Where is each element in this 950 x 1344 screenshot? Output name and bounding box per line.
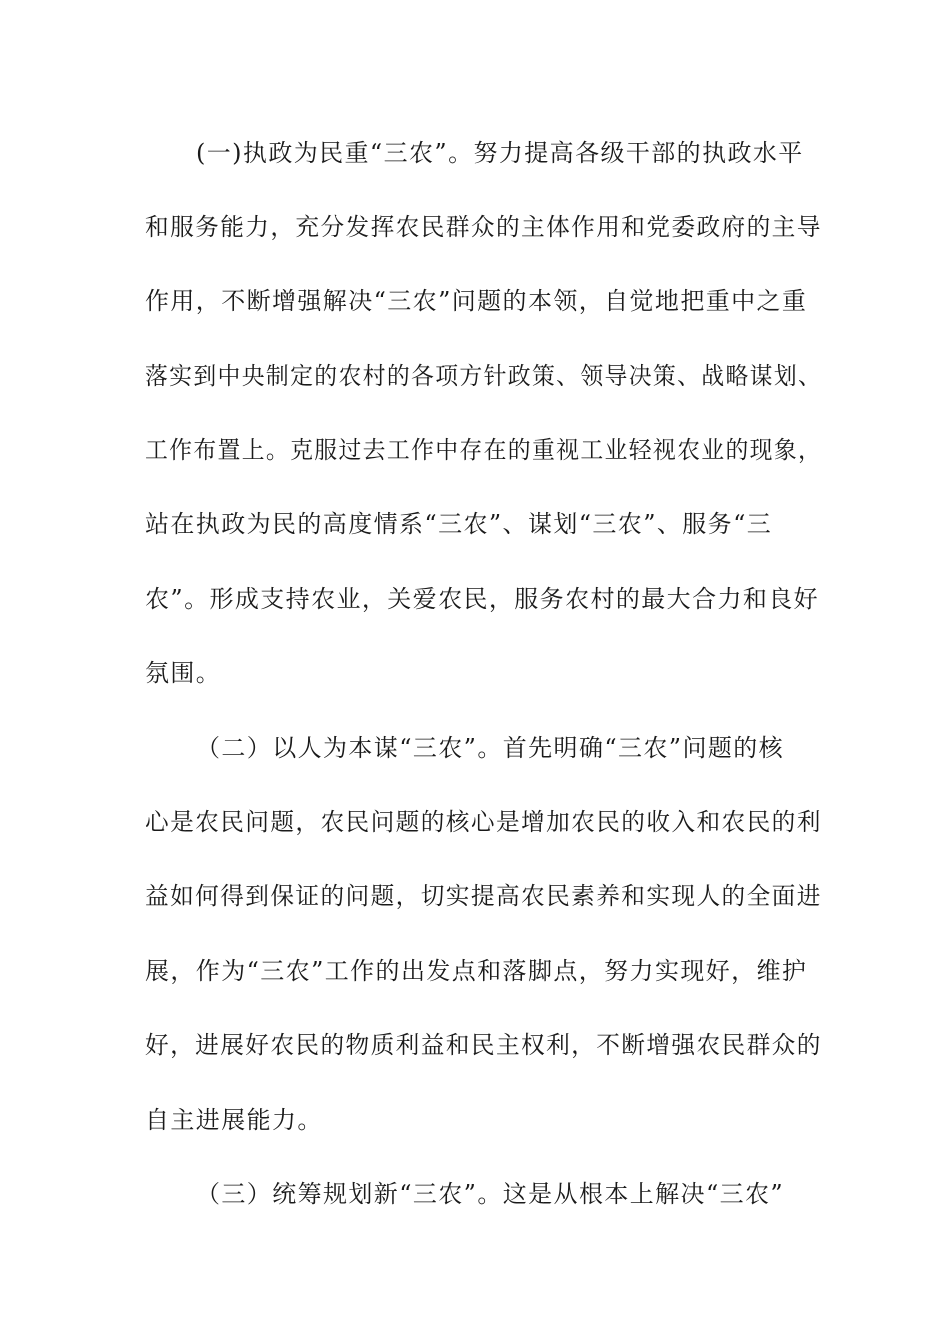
paragraph-1-line-1: (一)执政为民重“三农”。努力提高各级干部的执政水平 xyxy=(196,139,804,167)
paragraph-3-line-1: （三）统筹规划新“三农”。这是从根本上解决“三农” xyxy=(196,1180,785,1208)
paragraph-2-line-6: 自主进展能力。 xyxy=(145,1106,323,1134)
paragraph-1-line-4: 落实到中央制定的农村的各项方针政策、领导决策、战略谋划、 xyxy=(145,362,823,390)
paragraph-2-line-4: 展，作为“三农”工作的出发点和落脚点，努力实现好，维护 xyxy=(145,957,808,985)
paragraph-2-line-3: 益如何得到保证的问题，切实提高农民素养和实现人的全面进 xyxy=(145,882,822,910)
paragraph-2-line-1: （二）以人为本谋“三农”。首先明确“三农”问题的核 xyxy=(196,734,785,762)
paragraph-1-line-3: 作用，不断增强解决“三农”问题的本领，自觉地把重中之重 xyxy=(145,287,808,315)
paragraph-2-line-2: 心是农民问题，农民问题的核心是增加农民的收入和农民的利 xyxy=(145,808,822,836)
paragraph-1-line-5: 工作布置上。克服过去工作中存在的重视工业轻视农业的现象， xyxy=(145,436,823,464)
paragraph-1-line-8: 氛围。 xyxy=(145,659,222,687)
paragraph-1-line-7: 农”。形成支持农业，关爱农民，服务农村的最大合力和良好 xyxy=(145,585,820,613)
paragraph-2-line-5: 好，进展好农民的物质利益和民主权利，不断增强农民群众的 xyxy=(145,1031,822,1059)
paragraph-1-line-6: 站在执政为民的高度情系“三农”、谋划“三农”、服务“三 xyxy=(145,510,773,538)
paragraph-1-line-2: 和服务能力，充分发挥农民群众的主体作用和党委政府的主导 xyxy=(145,213,822,241)
